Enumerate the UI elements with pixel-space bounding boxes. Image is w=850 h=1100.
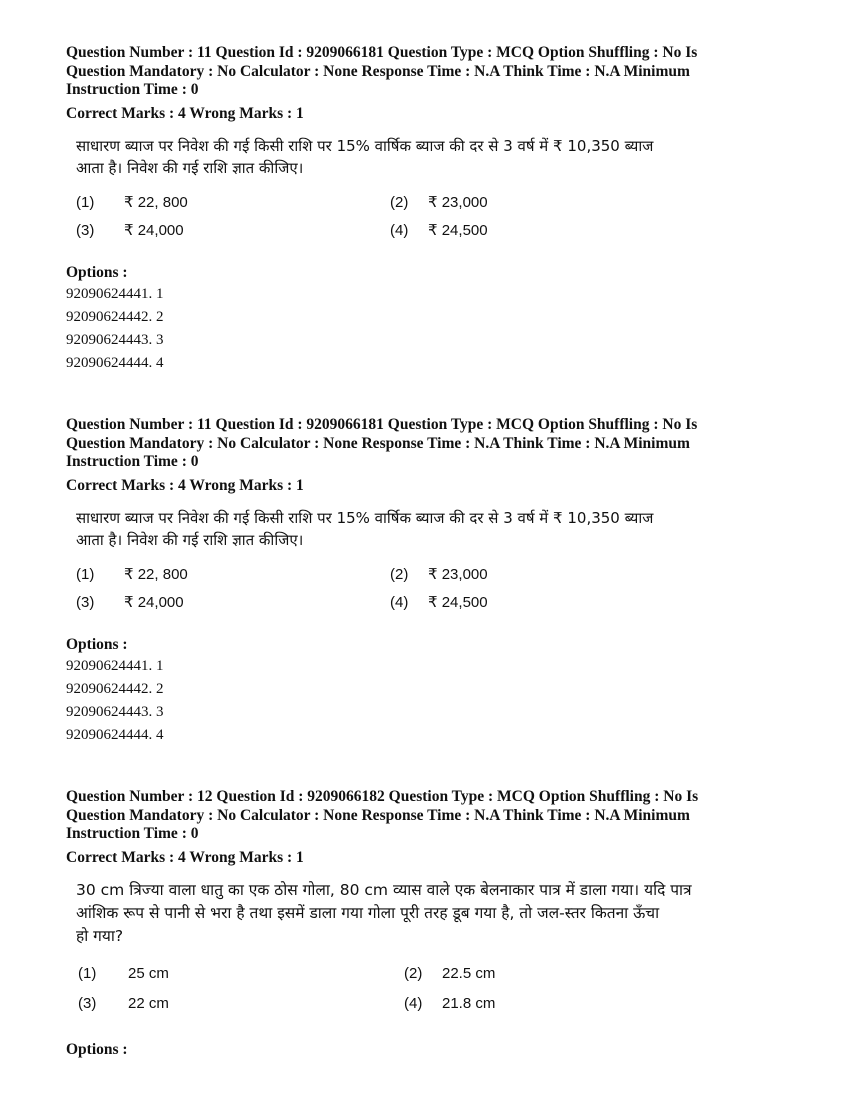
choice-item xyxy=(76,189,188,217)
choice-text: 25 cm xyxy=(128,964,169,982)
choice-text: ₹ 23,000 xyxy=(428,565,488,583)
choice-text: ₹ 24,000 xyxy=(124,593,184,611)
choice-number: (2) xyxy=(404,964,423,982)
option-code: 92090624444. 4 xyxy=(66,354,164,371)
question-block xyxy=(66,416,766,747)
choice-number: (4) xyxy=(404,994,423,1012)
choice-item xyxy=(390,189,488,217)
option-code: 92090624443. 3 xyxy=(66,703,164,720)
choice-number: (1) xyxy=(76,565,95,583)
question-marks: Correct Marks : 4 Wrong Marks : 1 xyxy=(66,848,304,866)
option-code: 92090624441. 1 xyxy=(66,657,164,674)
choice-number: (3) xyxy=(76,593,95,611)
choice-grid xyxy=(66,561,766,617)
choice-item xyxy=(390,217,488,245)
question-header-line: Question Mandatory : No Calculator : None Response Time : N.A Think Time : N.A Minimum xyxy=(66,434,690,452)
question-marks: Correct Marks : 4 Wrong Marks : 1 xyxy=(66,104,304,122)
option-code: 92090624443. 3 xyxy=(66,331,164,348)
choice-text: ₹ 24,500 xyxy=(428,221,488,239)
choice-text: 22.5 cm xyxy=(442,964,496,982)
choice-item xyxy=(390,589,488,617)
choice-number: (1) xyxy=(78,964,97,982)
choice-text: 21.8 cm xyxy=(442,994,496,1012)
option-code: 92090624441. 1 xyxy=(66,285,164,302)
question-text-line: आता है। निवेश की गई राशि ज्ञात कीजिए। xyxy=(76,530,304,549)
question-text-line: आता है। निवेश की गई राशि ज्ञात कीजिए। xyxy=(76,158,304,177)
question-text xyxy=(66,879,756,948)
choice-number: (4) xyxy=(390,221,409,239)
choice-text: ₹ 22, 800 xyxy=(124,193,188,211)
choice-item xyxy=(404,960,495,988)
question-text-line: 30 cm त्रिज्या वाला धातु का एक ठोस गोला, 80 cm व्यास वाले एक बेलनाकार पात्र में डाला गया। यदि पात्र xyxy=(76,880,692,899)
options-label: Options : xyxy=(66,1040,128,1058)
choice-grid xyxy=(66,189,766,245)
question-header-line: Instruction Time : 0 xyxy=(66,81,199,98)
choice-number: (4) xyxy=(390,593,409,611)
question-block xyxy=(66,788,766,1060)
question-block xyxy=(66,44,766,375)
choice-text: ₹ 24,000 xyxy=(124,221,184,239)
question-text-line: साधारण ब्याज पर निवेश की गई किसी राशि पर 15% वार्षिक ब्याज की दर से 3 वर्ष में ₹ 10,350 ब्याज xyxy=(76,508,654,527)
option-code: 92090624444. 4 xyxy=(66,726,164,743)
choice-number: (1) xyxy=(76,193,95,211)
question-header-line: Question Mandatory : No Calculator : None Response Time : N.A Think Time : N.A Minimum xyxy=(66,806,690,824)
choice-item xyxy=(78,990,169,1018)
question-header-line: Question Number : 11 Question Id : 9209066181 Question Type : MCQ Option Shuffling : No Is xyxy=(66,416,698,433)
question-header-line: Instruction Time : 0 xyxy=(66,453,199,470)
choice-item xyxy=(76,589,184,617)
question-text-line: आंशिक रूप से पानी से भरा है तथा इसमें डाला गया गोला पूरी तरह डूब गया है, तो जल-स्तर कितना ऊँचा xyxy=(76,903,660,922)
question-text-line: हो गया? xyxy=(76,926,124,945)
choice-item xyxy=(76,561,188,589)
choice-text: 22 cm xyxy=(128,994,169,1012)
choice-item xyxy=(76,217,184,245)
choice-number: (2) xyxy=(390,193,409,211)
choice-text: ₹ 24,500 xyxy=(428,593,488,611)
question-text xyxy=(66,135,736,179)
question-header-line: Question Mandatory : No Calculator : None Response Time : N.A Think Time : N.A Minimum xyxy=(66,62,690,80)
question-text xyxy=(66,507,736,551)
question-marks: Correct Marks : 4 Wrong Marks : 1 xyxy=(66,476,304,494)
choice-item xyxy=(404,990,495,1018)
choice-text: ₹ 22, 800 xyxy=(124,565,188,583)
options-label: Options : xyxy=(66,263,128,281)
choice-grid xyxy=(66,960,766,1020)
choice-text: ₹ 23,000 xyxy=(428,193,488,211)
choice-number: (3) xyxy=(76,221,95,239)
choice-item xyxy=(78,960,169,988)
option-code: 92090624442. 2 xyxy=(66,680,164,697)
question-text-line: साधारण ब्याज पर निवेश की गई किसी राशि पर 15% वार्षिक ब्याज की दर से 3 वर्ष में ₹ 10,350 ब्याज xyxy=(76,136,654,155)
option-code: 92090624442. 2 xyxy=(66,308,164,325)
question-header-line: Instruction Time : 0 xyxy=(66,825,199,842)
choice-number: (3) xyxy=(78,994,97,1012)
choice-number: (2) xyxy=(390,565,409,583)
question-header-line: Question Number : 11 Question Id : 9209066181 Question Type : MCQ Option Shuffling : No Is xyxy=(66,44,698,61)
choice-item xyxy=(390,561,488,589)
question-header-line: Question Number : 12 Question Id : 9209066182 Question Type : MCQ Option Shuffling : No Is xyxy=(66,788,699,805)
options-label: Options : xyxy=(66,635,128,653)
